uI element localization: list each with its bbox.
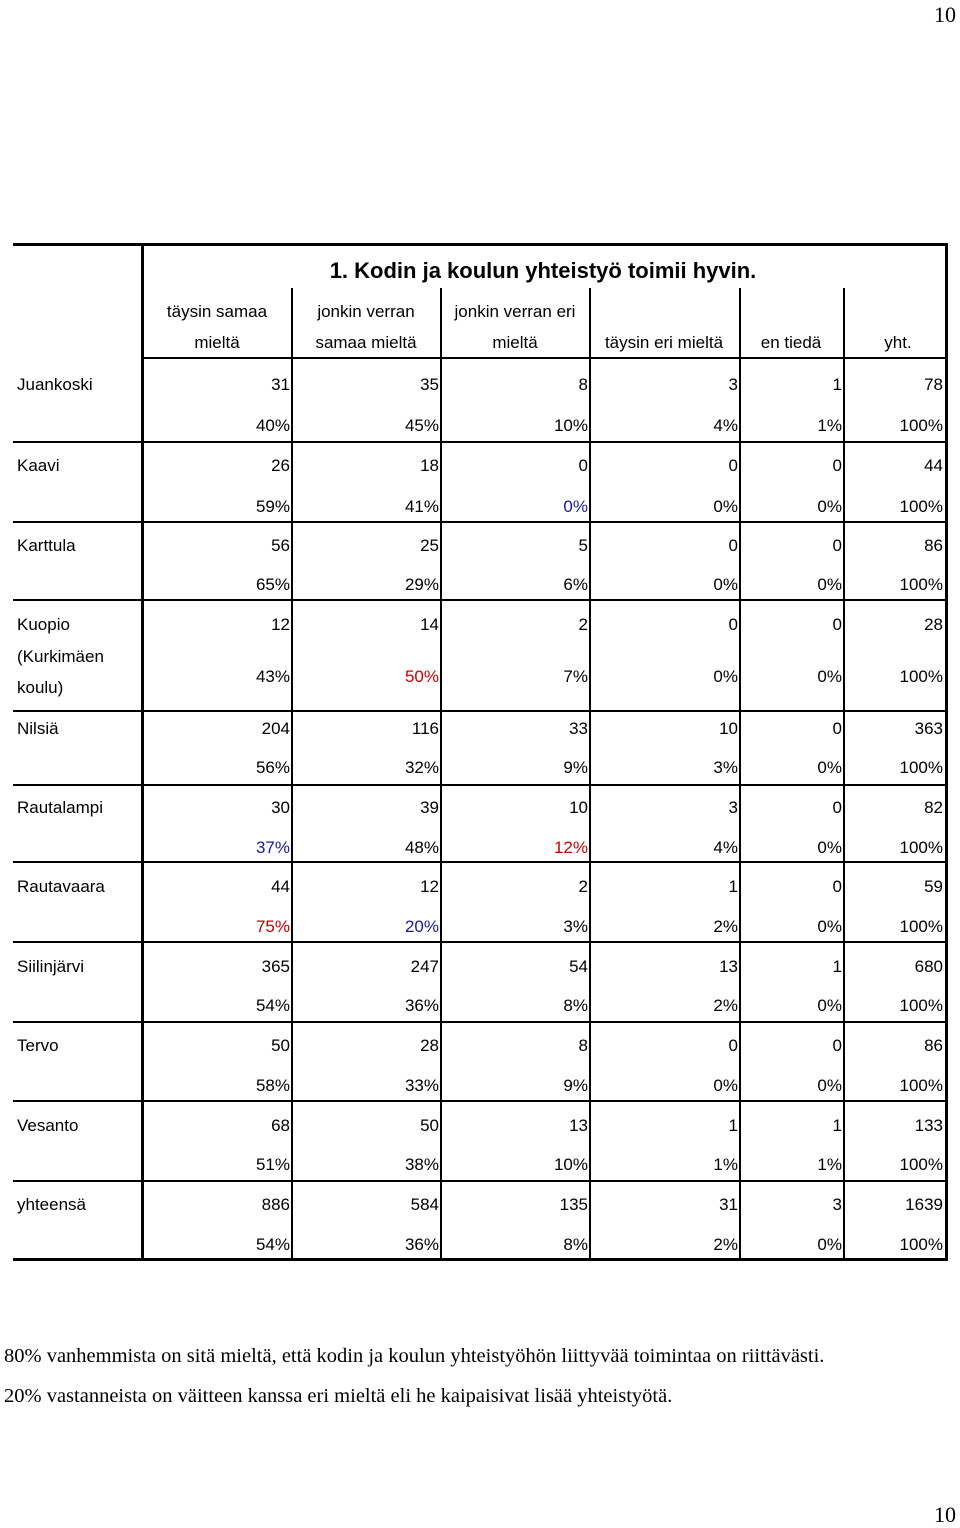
count-cell: 1 — [832, 957, 842, 976]
percent-cell: 51% — [255, 1155, 290, 1174]
count-cell: 1 — [728, 1116, 738, 1135]
percent-cell: 0% — [817, 758, 842, 777]
row-label: Tervo — [17, 1036, 59, 1055]
count-cell: 3 — [728, 798, 738, 817]
percent-cell: 0% — [713, 1076, 738, 1095]
count-cell: 363 — [914, 719, 943, 738]
count-cell: 0 — [832, 1036, 842, 1055]
count-cell: 2 — [578, 877, 588, 896]
count-cell: 133 — [914, 1116, 943, 1135]
row-label: Juankoski — [17, 375, 93, 394]
row-label: Karttula — [17, 536, 76, 555]
count-cell: 18 — [420, 456, 439, 475]
percent-cell: 59% — [255, 497, 290, 516]
percent-cell: 0% — [817, 1076, 842, 1095]
row-label: Rautavaara — [17, 877, 105, 896]
row-label: Vesanto — [17, 1116, 79, 1135]
footnote-line-1: 80% vanhemmista on sitä mieltä, että kodin ja koulun yhteistyöhön liittyvää toimintaa on riittävästi. — [4, 1345, 825, 1367]
percent-cell: 54% — [255, 996, 290, 1015]
row-label: Nilsiä — [17, 719, 59, 738]
percent-cell: 40% — [255, 416, 290, 435]
count-cell: 13 — [719, 957, 738, 976]
percent-cell: 100% — [899, 1076, 943, 1095]
percent-cell: 3% — [563, 917, 588, 936]
count-cell: 54 — [569, 957, 588, 976]
count-cell: 31 — [719, 1195, 738, 1214]
percent-cell: 2% — [713, 917, 738, 936]
percent-cell: 100% — [899, 575, 943, 594]
count-cell: 116 — [411, 719, 439, 738]
percent-cell: 1% — [713, 1155, 738, 1174]
column-header-line2: täysin eri mieltä — [604, 333, 724, 352]
percent-cell: 0% — [817, 838, 842, 857]
percent-cell: 32% — [404, 758, 439, 777]
count-cell: 3 — [728, 375, 738, 394]
percent-cell: 6% — [563, 575, 588, 594]
count-cell: 1 — [832, 1116, 842, 1135]
percent-cell: 36% — [404, 1235, 439, 1254]
percent-cell: 1% — [817, 416, 842, 435]
count-cell: 78 — [924, 375, 943, 394]
percent-cell: 50% — [404, 667, 439, 686]
count-cell: 28 — [924, 615, 943, 634]
count-cell: 886 — [261, 1195, 290, 1214]
percent-cell: 29% — [404, 575, 439, 594]
percent-cell: 58% — [255, 1076, 290, 1095]
footnote-line-2: 20% vastanneista on väitteen kanssa eri mieltä eli he kaipaisivat lisää yhteistyötä. — [4, 1385, 673, 1407]
count-cell: 14 — [420, 615, 439, 634]
count-cell: 59 — [924, 877, 943, 896]
count-cell: 0 — [832, 877, 842, 896]
column-header-line1: täysin samaa — [166, 302, 268, 321]
header-separator — [141, 357, 948, 359]
count-cell: 3 — [832, 1195, 842, 1214]
count-cell: 0 — [728, 1036, 738, 1055]
percent-cell: 0% — [713, 575, 738, 594]
percent-cell: 54% — [255, 1235, 290, 1254]
row-separator — [13, 1021, 948, 1023]
count-cell: 35 — [420, 375, 439, 394]
percent-cell: 4% — [713, 838, 738, 857]
percent-cell: 100% — [899, 996, 943, 1015]
count-cell: 50 — [420, 1116, 439, 1135]
percent-cell: 10% — [553, 416, 588, 435]
count-cell: 12 — [271, 615, 290, 634]
count-cell: 26 — [271, 456, 290, 475]
count-cell: 30 — [271, 798, 290, 817]
percent-cell: 9% — [563, 758, 588, 777]
count-cell: 10 — [569, 798, 588, 817]
count-cell: 28 — [420, 1036, 439, 1055]
row-label: (Kurkimäen — [17, 647, 104, 666]
percent-cell: 0% — [817, 1235, 842, 1254]
count-cell: 5 — [578, 536, 588, 555]
percent-cell: 43% — [255, 667, 290, 686]
column-header-line2: mieltä — [194, 333, 240, 352]
row-label: Siilinjärvi — [17, 957, 85, 976]
percent-cell: 2% — [713, 1235, 738, 1254]
count-cell: 365 — [261, 957, 290, 976]
row-separator — [13, 710, 948, 712]
count-cell: 8 — [578, 375, 588, 394]
count-cell: 1 — [728, 877, 738, 896]
percent-cell: 8% — [563, 1235, 588, 1254]
percent-cell: 41% — [404, 497, 439, 516]
count-cell: 0 — [832, 536, 842, 555]
count-cell: 68 — [271, 1116, 290, 1135]
row-label: yhteensä — [17, 1195, 86, 1214]
row-label: Rautalampi — [17, 798, 103, 817]
row-separator — [13, 521, 948, 523]
percent-cell: 0% — [817, 917, 842, 936]
page-number-top: 10 — [934, 2, 956, 27]
count-cell: 33 — [569, 719, 588, 738]
count-cell: 31 — [271, 375, 290, 394]
count-cell: 39 — [420, 798, 439, 817]
count-cell: 82 — [924, 798, 943, 817]
percent-cell: 36% — [404, 996, 439, 1015]
row-separator — [13, 1100, 948, 1102]
count-cell: 247 — [410, 957, 439, 976]
percent-cell: 100% — [899, 1235, 943, 1254]
percent-cell: 0% — [817, 667, 842, 686]
count-cell: 86 — [924, 536, 943, 555]
percent-cell: 48% — [404, 838, 439, 857]
percent-cell: 7% — [563, 667, 588, 686]
row-separator — [13, 441, 948, 443]
count-cell: 0 — [728, 456, 738, 475]
percent-cell: 100% — [899, 1155, 943, 1174]
column-header-line1: jonkin verran eri — [454, 302, 576, 321]
column-header-line1: jonkin verran — [317, 302, 415, 321]
count-cell: 1 — [832, 375, 842, 394]
percent-cell: 10% — [553, 1155, 588, 1174]
count-cell: 135 — [559, 1195, 588, 1214]
count-cell: 680 — [914, 957, 943, 976]
table-border-bottom — [13, 1258, 948, 1261]
percent-cell: 8% — [563, 996, 588, 1015]
percent-cell: 0% — [713, 497, 738, 516]
percent-cell: 56% — [255, 758, 290, 777]
count-cell: 56 — [271, 536, 290, 555]
count-cell: 13 — [569, 1116, 588, 1135]
percent-cell: 100% — [899, 497, 943, 516]
percent-cell: 4% — [713, 416, 738, 435]
row-separator — [13, 1180, 948, 1182]
count-cell: 50 — [271, 1036, 290, 1055]
column-header-line2: en tiedä — [760, 333, 822, 352]
column-header-line2: samaa mieltä — [315, 333, 417, 352]
percent-cell: 0% — [817, 497, 842, 516]
table-border-right — [945, 243, 948, 1261]
row-separator — [13, 784, 948, 786]
column-header-line2: yht. — [884, 333, 912, 352]
count-cell: 1639 — [905, 1195, 943, 1214]
percent-cell: 37% — [255, 838, 290, 857]
count-cell: 44 — [924, 456, 943, 475]
percent-cell: 0% — [713, 667, 738, 686]
count-cell: 0 — [578, 456, 588, 475]
count-cell: 25 — [420, 536, 439, 555]
count-cell: 0 — [728, 615, 738, 634]
row-separator — [13, 599, 948, 601]
percent-cell: 100% — [899, 917, 943, 936]
count-cell: 0 — [832, 456, 842, 475]
percent-cell: 0% — [817, 575, 842, 594]
percent-cell: 65% — [255, 575, 290, 594]
row-label: Kuopio — [17, 615, 70, 634]
percent-cell: 20% — [404, 917, 439, 936]
percent-cell: 38% — [404, 1155, 439, 1174]
percent-cell: 45% — [404, 416, 439, 435]
row-label: Kaavi — [17, 456, 60, 475]
percent-cell: 0% — [563, 497, 588, 516]
percent-cell: 1% — [817, 1155, 842, 1174]
table-title: 1. Kodin ja koulun yhteistyö toimii hyvin. — [329, 258, 757, 283]
percent-cell: 0% — [817, 996, 842, 1015]
count-cell: 10 — [719, 719, 738, 738]
count-cell: 0 — [832, 615, 842, 634]
count-cell: 584 — [410, 1195, 439, 1214]
percent-cell: 9% — [563, 1076, 588, 1095]
percent-cell: 100% — [899, 416, 943, 435]
percent-cell: 100% — [899, 667, 943, 686]
count-cell: 204 — [261, 719, 290, 738]
percent-cell: 3% — [713, 758, 738, 777]
percent-cell: 12% — [553, 838, 588, 857]
count-cell: 2 — [578, 615, 588, 634]
table-border-top — [13, 243, 948, 246]
count-cell: 86 — [924, 1036, 943, 1055]
percent-cell: 33% — [404, 1076, 439, 1095]
percent-cell: 2% — [713, 996, 738, 1015]
column-header-line2: mieltä — [492, 333, 538, 352]
row-separator — [13, 941, 948, 943]
page-number-bottom: 10 — [934, 1502, 956, 1527]
count-cell: 0 — [728, 536, 738, 555]
percent-cell: 75% — [255, 917, 290, 936]
count-cell: 0 — [832, 798, 842, 817]
row-label: koulu) — [17, 678, 64, 697]
count-cell: 8 — [578, 1036, 588, 1055]
count-cell: 12 — [420, 877, 439, 896]
percent-cell: 100% — [899, 758, 943, 777]
row-separator — [13, 861, 948, 863]
count-cell: 0 — [832, 719, 842, 738]
percent-cell: 100% — [899, 838, 943, 857]
count-cell: 44 — [271, 877, 290, 896]
